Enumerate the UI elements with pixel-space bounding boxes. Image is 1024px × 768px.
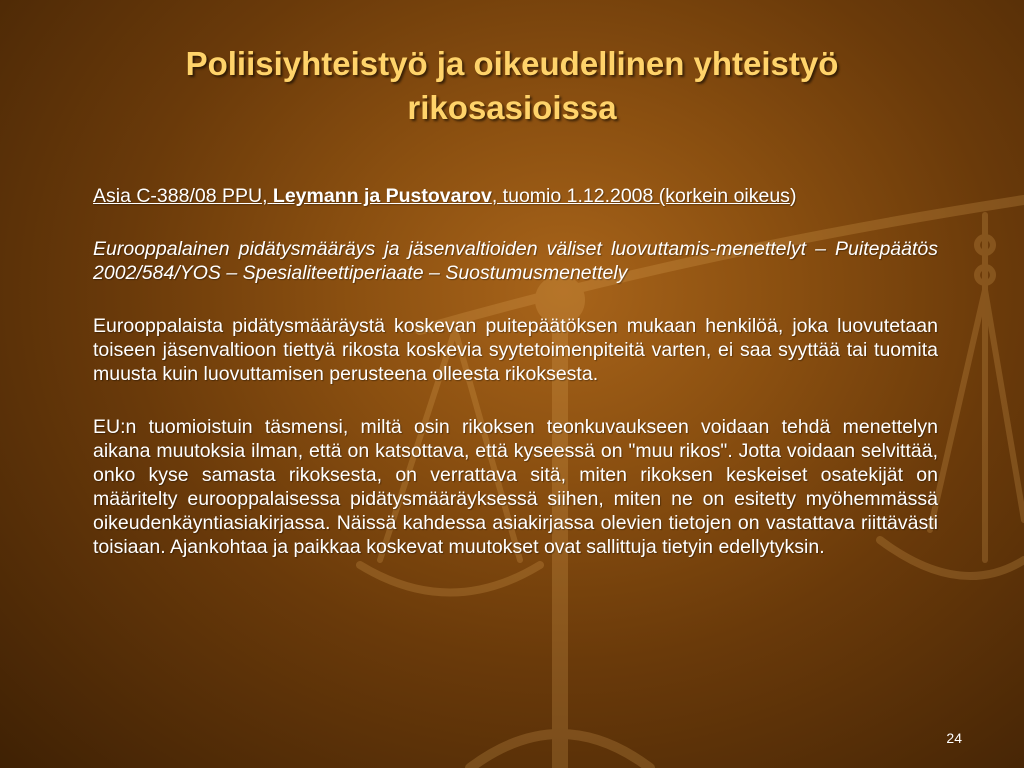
case-suffix: , tuomio 1.12.2008 (korkein oikeus [491, 185, 790, 207]
case-reference [93, 184, 938, 208]
title-line-1: Poliisiyhteistyö ja oikeudellinen yhteistyö [185, 45, 839, 82]
paragraph-2: EU:n tuomioistuin täsmensi, miltä osin rikoksen teonkuvaukseen voidaan tehdä menettelyn aikana muutoksia ilman, että on katsottava, että kyseessä on "muu rikos". Jotta voidaan selvittää, onko kyse samasta rikoksesta, on verrattava sitä, miten rikoksen keskeiset osatekijät on määritelty eurooppalaisessa pidätysmääräyksessä siihen, miten ne on esitetty myöhemmässä oikeudenkäyntiasiakirjassa. Näissä kahdessa asiakirjassa olevien tietojen on vastattava riittävästi toisiaan. Ajankohtaa ja paikkaa koskevat muutokset ovat sallittuja tietyin edellytyksin. [93, 416, 938, 558]
slide-title [60, 42, 964, 130]
page-number: 24 [946, 730, 962, 746]
case-reference-link[interactable] [93, 185, 790, 207]
case-close-paren: ) [789, 185, 797, 207]
title-line-2: rikosasioissa [407, 89, 617, 126]
slide-content [93, 184, 938, 588]
italic-keywords-paragraph: Eurooppalainen pidätysmääräys ja jäsenvaltioiden väliset luovuttamis-menettelyt – Puitepäätös 2002/584/YOS – Spesialiteettiperiaate – Suostumusmenettely [93, 238, 938, 284]
paragraph-1: Eurooppalaista pidätysmääräystä koskevan puitepäätöksen mukaan henkilöä, joka luovutetaan toiseen jäsenvaltioon tiettyä rikosta koskevia syytetoimenpiteitä varten, ei saa syyttää tai tuomita muusta kuin luovuttamisen perusteena olleesta rikoksesta. [93, 315, 938, 385]
case-prefix: Asia C-388/08 PPU, [93, 185, 273, 207]
case-name: Leymann ja Pustovarov [272, 185, 492, 207]
